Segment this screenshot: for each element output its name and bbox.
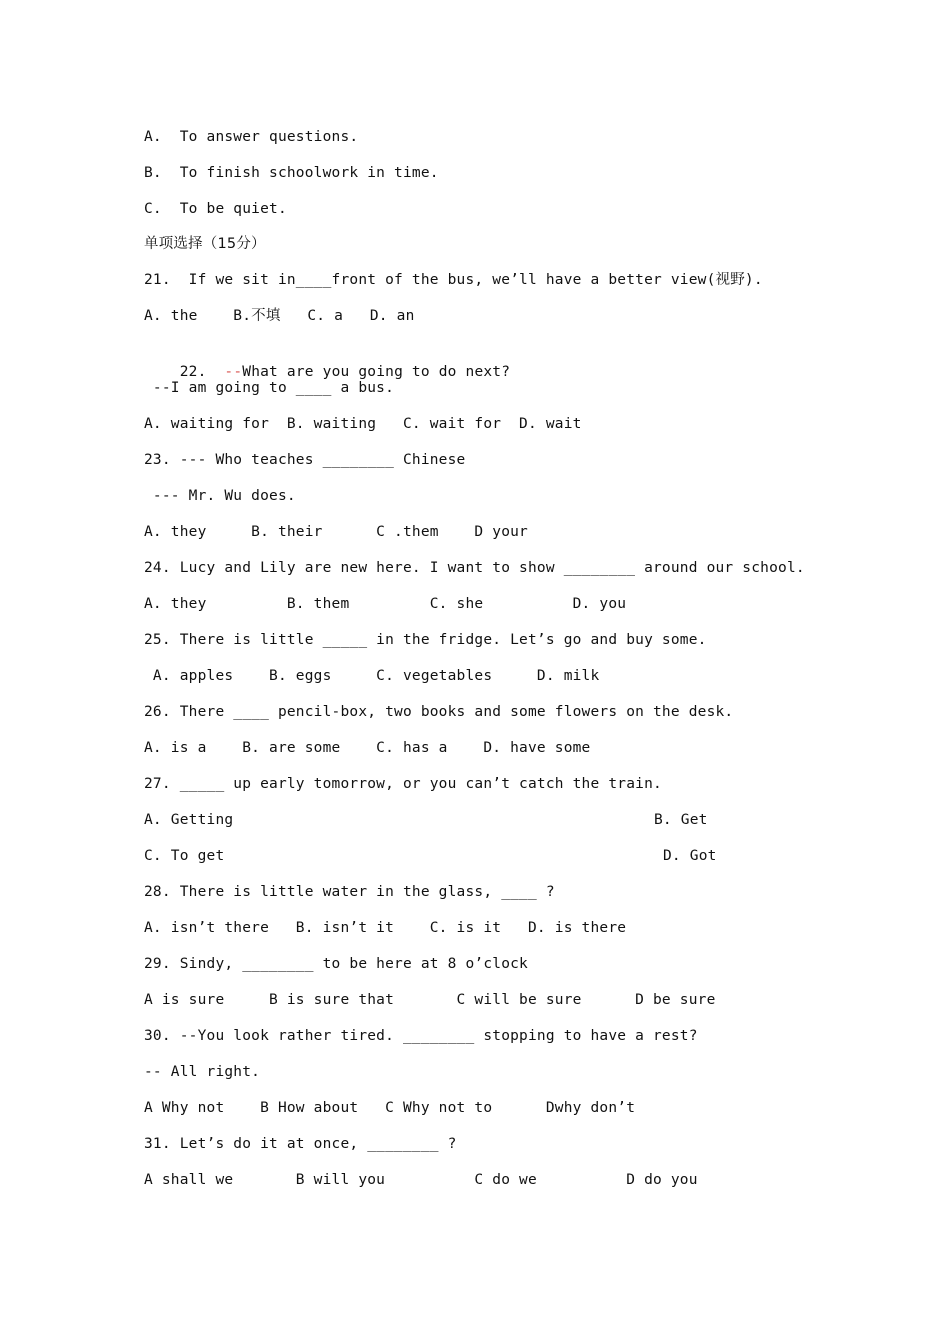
question-31-options: A shall we B will you C do we D do you [144, 1172, 698, 1188]
option-a: A. Getting [144, 812, 234, 828]
question-22-reply: --I am going to ____ a bus. [144, 380, 395, 396]
question-31: 31. Let’s do it at once, ________ ? [144, 1136, 457, 1152]
question-text: What are you going to do next? [242, 364, 511, 380]
question-21-options: A. the B.不填 C. a D. an [144, 308, 415, 324]
question-26: 26. There ____ pencil-box, two books and some flowers on the desk. [144, 704, 734, 720]
question-number: 22. [179, 364, 225, 380]
option-d: D. Got [663, 848, 717, 864]
question-28: 28. There is little water in the glass, ____ ? [144, 884, 555, 900]
dialogue-dash: -- [224, 364, 243, 380]
option-c: C. To get [144, 848, 225, 864]
question-27: 27. _____ up early tomorrow, or you can’t catch the train. [144, 776, 662, 792]
question-24-options: A. they B. them C. she D. you [144, 596, 627, 612]
question-25-options: A. apples B. eggs C. vegetables D. milk [144, 668, 600, 684]
question-26-options: A. is a B. are some C. has a D. have some [144, 740, 591, 756]
option-b: B. Get [654, 812, 708, 828]
question-23-reply: --- Mr. Wu does. [144, 488, 296, 504]
question-30-options: A Why not B How about C Why not to Dwhy don’t [144, 1100, 636, 1116]
option-line: B. To finish schoolwork in time. [144, 165, 439, 181]
question-30-reply: -- All right. [144, 1064, 261, 1080]
question-23: 23. --- Who teaches ________ Chinese [144, 452, 466, 468]
question-21: 21. If we sit in____front of the bus, we’ll have a better view(视野). [144, 272, 763, 288]
question-30: 30. --You look rather tired. ________ stopping to have a rest? [144, 1028, 698, 1044]
section-heading: 单项选择（15分） [144, 236, 266, 252]
question-23-options: A. they B. their C .them D your [144, 524, 528, 540]
question-29: 29. Sindy, ________ to be here at 8 o’clock [144, 956, 528, 972]
question-24: 24. Lucy and Lily are new here. I want to show ________ around our school. [144, 560, 805, 576]
question-25: 25. There is little _____ in the fridge. Let’s go and buy some. [144, 632, 707, 648]
question-29-options: A is sure B is sure that C will be sure D be sure [144, 992, 716, 1008]
option-line: A. To answer questions. [144, 129, 359, 145]
question-28-options: A. isn’t there B. isn’t it C. is it D. is there [144, 920, 627, 936]
question-22-options: A. waiting for B. waiting C. wait for D. wait [144, 416, 582, 432]
option-line: C. To be quiet. [144, 201, 287, 217]
